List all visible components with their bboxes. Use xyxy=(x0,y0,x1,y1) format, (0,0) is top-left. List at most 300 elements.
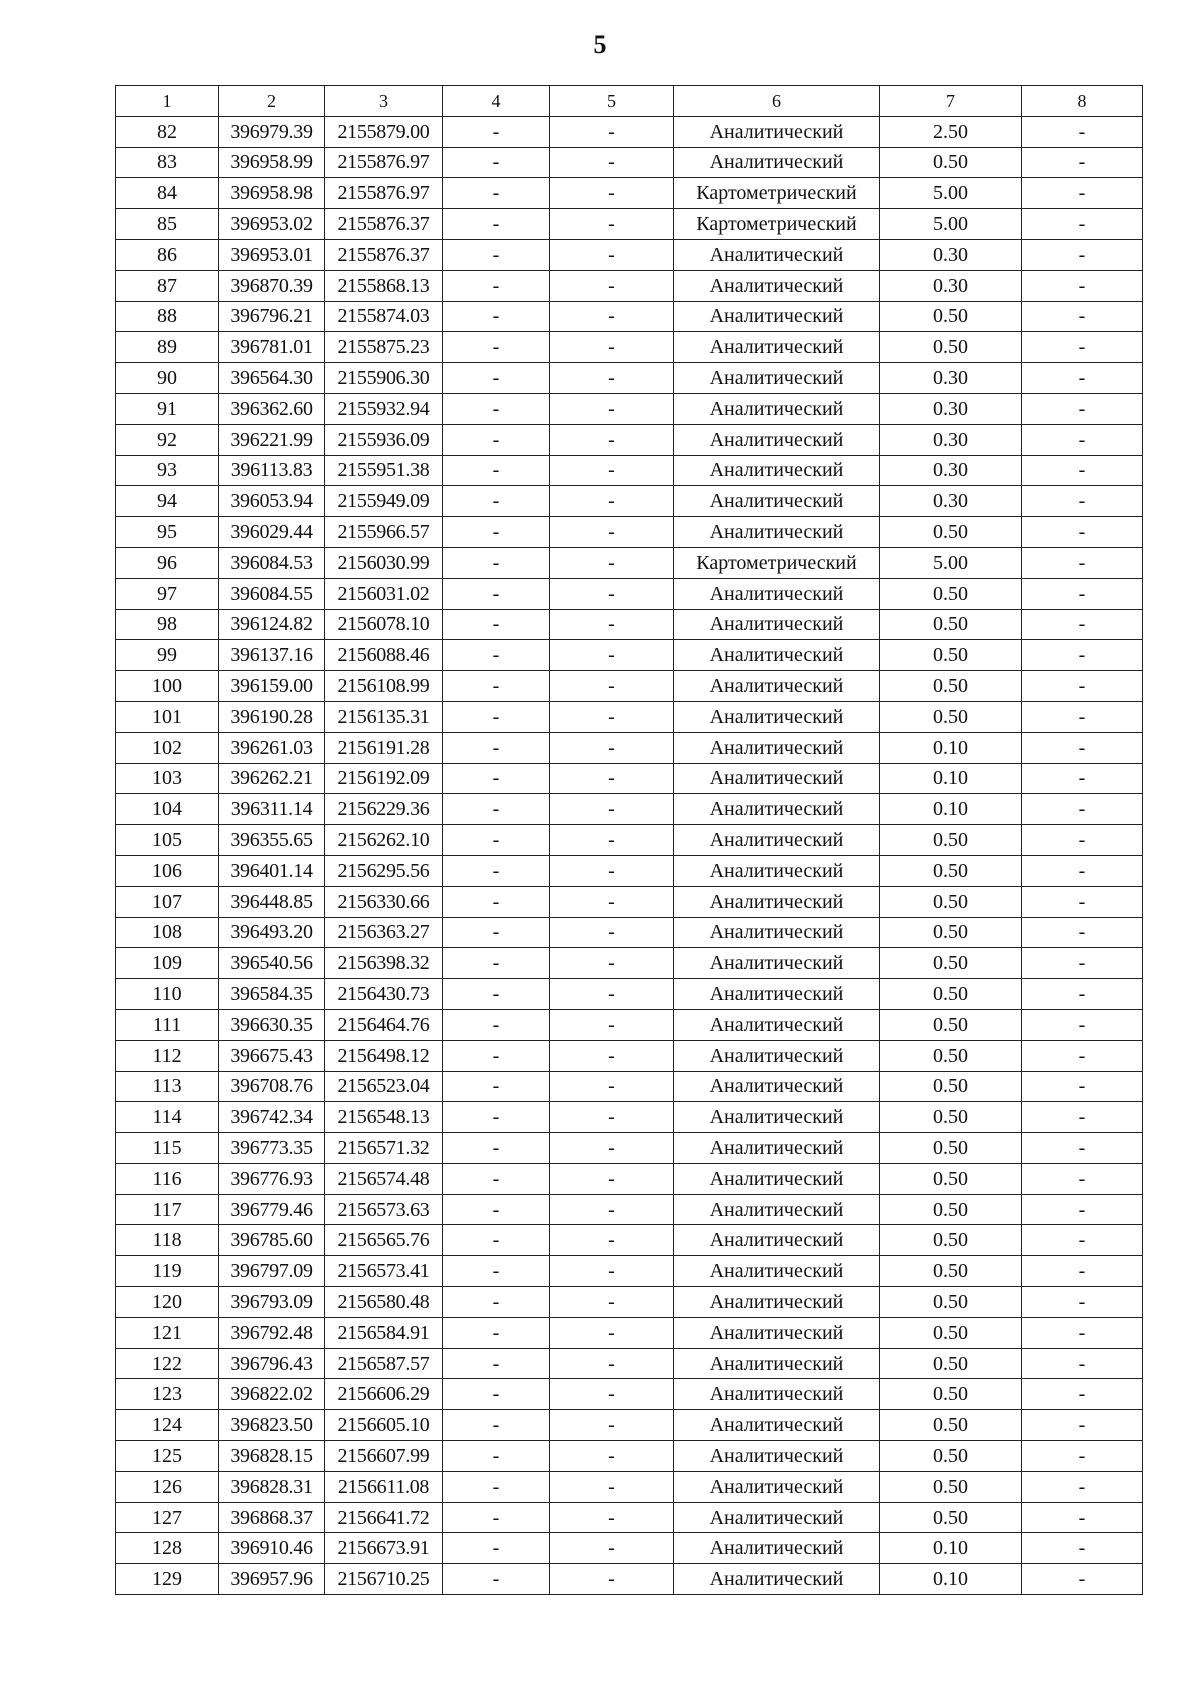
table-row xyxy=(116,855,1143,886)
accuracy-cell: 0.50 xyxy=(880,1256,1022,1287)
point-number-cell: 90 xyxy=(116,363,219,394)
column-8-cell: - xyxy=(1022,979,1143,1010)
column-4-cell: - xyxy=(443,486,550,517)
x-coordinate-cell: 396448.85 xyxy=(219,886,325,917)
column-5-cell: - xyxy=(550,209,674,240)
column-header: 8 xyxy=(1022,86,1143,117)
point-number-cell: 109 xyxy=(116,948,219,979)
x-coordinate-cell: 396124.82 xyxy=(219,609,325,640)
accuracy-cell: 0.10 xyxy=(880,732,1022,763)
table-row xyxy=(116,1287,1143,1318)
column-5-cell: - xyxy=(550,1071,674,1102)
point-number-cell: 103 xyxy=(116,763,219,794)
table-row xyxy=(116,116,1143,147)
y-coordinate-cell: 2156031.02 xyxy=(325,578,443,609)
column-8-cell: - xyxy=(1022,917,1143,948)
method-cell: Аналитический xyxy=(674,1348,880,1379)
column-5-cell: - xyxy=(550,1379,674,1410)
column-5-cell: - xyxy=(550,609,674,640)
method-cell: Аналитический xyxy=(674,332,880,363)
accuracy-cell: 0.50 xyxy=(880,1194,1022,1225)
method-cell: Аналитический xyxy=(674,1471,880,1502)
y-coordinate-cell: 2156580.48 xyxy=(325,1287,443,1318)
column-5-cell: - xyxy=(550,979,674,1010)
table-row xyxy=(116,1009,1143,1040)
column-4-cell: - xyxy=(443,732,550,763)
column-header: 6 xyxy=(674,86,880,117)
method-cell: Аналитический xyxy=(674,1009,880,1040)
x-coordinate-cell: 396957.96 xyxy=(219,1564,325,1595)
column-4-cell: - xyxy=(443,1533,550,1564)
column-8-cell: - xyxy=(1022,671,1143,702)
method-cell: Аналитический xyxy=(674,424,880,455)
method-cell: Аналитический xyxy=(674,1256,880,1287)
method-cell: Аналитический xyxy=(674,393,880,424)
y-coordinate-cell: 2155951.38 xyxy=(325,455,443,486)
point-number-cell: 105 xyxy=(116,825,219,856)
x-coordinate-cell: 396796.21 xyxy=(219,301,325,332)
y-coordinate-cell: 2155932.94 xyxy=(325,393,443,424)
column-5-cell: - xyxy=(550,1471,674,1502)
column-5-cell: - xyxy=(550,1102,674,1133)
column-8-cell: - xyxy=(1022,763,1143,794)
y-coordinate-cell: 2156673.91 xyxy=(325,1533,443,1564)
table-row xyxy=(116,1379,1143,1410)
table-row xyxy=(116,547,1143,578)
accuracy-cell: 0.50 xyxy=(880,948,1022,979)
column-4-cell: - xyxy=(443,979,550,1010)
method-cell: Аналитический xyxy=(674,1410,880,1441)
x-coordinate-cell: 396776.93 xyxy=(219,1163,325,1194)
y-coordinate-cell: 2155876.97 xyxy=(325,178,443,209)
point-number-cell: 95 xyxy=(116,517,219,548)
point-number-cell: 129 xyxy=(116,1564,219,1595)
accuracy-cell: 0.10 xyxy=(880,763,1022,794)
column-8-cell: - xyxy=(1022,640,1143,671)
column-4-cell: - xyxy=(443,917,550,948)
accuracy-cell: 0.30 xyxy=(880,455,1022,486)
column-4-cell: - xyxy=(443,547,550,578)
accuracy-cell: 0.10 xyxy=(880,794,1022,825)
accuracy-cell: 2.50 xyxy=(880,116,1022,147)
column-4-cell: - xyxy=(443,209,550,240)
y-coordinate-cell: 2156606.29 xyxy=(325,1379,443,1410)
x-coordinate-cell: 396793.09 xyxy=(219,1287,325,1318)
x-coordinate-cell: 396401.14 xyxy=(219,855,325,886)
table-row xyxy=(116,239,1143,270)
table-row xyxy=(116,732,1143,763)
y-coordinate-cell: 2155876.37 xyxy=(325,209,443,240)
column-8-cell: - xyxy=(1022,517,1143,548)
point-number-cell: 124 xyxy=(116,1410,219,1441)
accuracy-cell: 0.50 xyxy=(880,701,1022,732)
y-coordinate-cell: 2155949.09 xyxy=(325,486,443,517)
table-row xyxy=(116,1256,1143,1287)
table-row xyxy=(116,1163,1143,1194)
column-header: 1 xyxy=(116,86,219,117)
column-4-cell: - xyxy=(443,455,550,486)
accuracy-cell: 0.50 xyxy=(880,1287,1022,1318)
point-number-cell: 108 xyxy=(116,917,219,948)
table-row xyxy=(116,1502,1143,1533)
method-cell: Аналитический xyxy=(674,825,880,856)
table-row xyxy=(116,979,1143,1010)
column-header: 2 xyxy=(219,86,325,117)
column-5-cell: - xyxy=(550,517,674,548)
column-5-cell: - xyxy=(550,1163,674,1194)
column-5-cell: - xyxy=(550,948,674,979)
table-row xyxy=(116,609,1143,640)
accuracy-cell: 0.10 xyxy=(880,1564,1022,1595)
method-cell: Аналитический xyxy=(674,270,880,301)
y-coordinate-cell: 2155876.37 xyxy=(325,239,443,270)
method-cell: Аналитический xyxy=(674,794,880,825)
column-8-cell: - xyxy=(1022,178,1143,209)
method-cell: Аналитический xyxy=(674,239,880,270)
method-cell: Аналитический xyxy=(674,363,880,394)
column-5-cell: - xyxy=(550,116,674,147)
y-coordinate-cell: 2155906.30 xyxy=(325,363,443,394)
table-row xyxy=(116,1441,1143,1472)
column-header: 3 xyxy=(325,86,443,117)
column-4-cell: - xyxy=(443,794,550,825)
y-coordinate-cell: 2156641.72 xyxy=(325,1502,443,1533)
point-number-cell: 97 xyxy=(116,578,219,609)
table-row xyxy=(116,1102,1143,1133)
accuracy-cell: 0.50 xyxy=(880,640,1022,671)
table-header-row xyxy=(116,86,1143,117)
x-coordinate-cell: 396910.46 xyxy=(219,1533,325,1564)
y-coordinate-cell: 2156398.32 xyxy=(325,948,443,979)
method-cell: Аналитический xyxy=(674,1133,880,1164)
x-coordinate-cell: 396870.39 xyxy=(219,270,325,301)
x-coordinate-cell: 396779.46 xyxy=(219,1194,325,1225)
column-4-cell: - xyxy=(443,393,550,424)
point-number-cell: 87 xyxy=(116,270,219,301)
point-number-cell: 104 xyxy=(116,794,219,825)
point-number-cell: 93 xyxy=(116,455,219,486)
accuracy-cell: 0.50 xyxy=(880,917,1022,948)
column-5-cell: - xyxy=(550,301,674,332)
method-cell: Аналитический xyxy=(674,1071,880,1102)
table-row xyxy=(116,1533,1143,1564)
column-5-cell: - xyxy=(550,486,674,517)
accuracy-cell: 0.50 xyxy=(880,1009,1022,1040)
y-coordinate-cell: 2156108.99 xyxy=(325,671,443,702)
point-number-cell: 117 xyxy=(116,1194,219,1225)
column-4-cell: - xyxy=(443,1317,550,1348)
column-4-cell: - xyxy=(443,578,550,609)
column-8-cell: - xyxy=(1022,1287,1143,1318)
method-cell: Аналитический xyxy=(674,609,880,640)
x-coordinate-cell: 396675.43 xyxy=(219,1040,325,1071)
accuracy-cell: 0.50 xyxy=(880,1410,1022,1441)
y-coordinate-cell: 2155875.23 xyxy=(325,332,443,363)
x-coordinate-cell: 396630.35 xyxy=(219,1009,325,1040)
y-coordinate-cell: 2156229.36 xyxy=(325,794,443,825)
column-4-cell: - xyxy=(443,948,550,979)
table-row xyxy=(116,147,1143,178)
method-cell: Аналитический xyxy=(674,1317,880,1348)
point-number-cell: 119 xyxy=(116,1256,219,1287)
column-4-cell: - xyxy=(443,517,550,548)
accuracy-cell: 0.50 xyxy=(880,1502,1022,1533)
method-cell: Аналитический xyxy=(674,578,880,609)
method-cell: Картометрический xyxy=(674,547,880,578)
accuracy-cell: 0.50 xyxy=(880,1040,1022,1071)
x-coordinate-cell: 396953.02 xyxy=(219,209,325,240)
column-8-cell: - xyxy=(1022,886,1143,917)
column-8-cell: - xyxy=(1022,1441,1143,1472)
method-cell: Аналитический xyxy=(674,1102,880,1133)
column-5-cell: - xyxy=(550,671,674,702)
accuracy-cell: 0.50 xyxy=(880,332,1022,363)
accuracy-cell: 0.50 xyxy=(880,1441,1022,1472)
x-coordinate-cell: 396773.35 xyxy=(219,1133,325,1164)
column-5-cell: - xyxy=(550,701,674,732)
point-number-cell: 127 xyxy=(116,1502,219,1533)
point-number-cell: 110 xyxy=(116,979,219,1010)
point-number-cell: 102 xyxy=(116,732,219,763)
accuracy-cell: 0.50 xyxy=(880,855,1022,886)
column-4-cell: - xyxy=(443,1071,550,1102)
column-5-cell: - xyxy=(550,1564,674,1595)
table-row xyxy=(116,948,1143,979)
method-cell: Аналитический xyxy=(674,1564,880,1595)
accuracy-cell: 0.50 xyxy=(880,1133,1022,1164)
x-coordinate-cell: 396053.94 xyxy=(219,486,325,517)
column-8-cell: - xyxy=(1022,1502,1143,1533)
column-4-cell: - xyxy=(443,147,550,178)
column-5-cell: - xyxy=(550,917,674,948)
accuracy-cell: 5.00 xyxy=(880,209,1022,240)
column-5-cell: - xyxy=(550,1533,674,1564)
column-4-cell: - xyxy=(443,640,550,671)
column-8-cell: - xyxy=(1022,116,1143,147)
column-4-cell: - xyxy=(443,1194,550,1225)
point-number-cell: 123 xyxy=(116,1379,219,1410)
point-number-cell: 84 xyxy=(116,178,219,209)
accuracy-cell: 0.50 xyxy=(880,1102,1022,1133)
method-cell: Картометрический xyxy=(674,178,880,209)
y-coordinate-cell: 2156573.63 xyxy=(325,1194,443,1225)
accuracy-cell: 5.00 xyxy=(880,178,1022,209)
column-5-cell: - xyxy=(550,1040,674,1071)
y-coordinate-cell: 2155966.57 xyxy=(325,517,443,548)
accuracy-cell: 0.50 xyxy=(880,671,1022,702)
table-row xyxy=(116,1471,1143,1502)
method-cell: Аналитический xyxy=(674,301,880,332)
x-coordinate-cell: 396785.60 xyxy=(219,1225,325,1256)
column-4-cell: - xyxy=(443,1225,550,1256)
method-cell: Аналитический xyxy=(674,640,880,671)
y-coordinate-cell: 2156295.56 xyxy=(325,855,443,886)
column-4-cell: - xyxy=(443,301,550,332)
column-5-cell: - xyxy=(550,1441,674,1472)
accuracy-cell: 0.50 xyxy=(880,301,1022,332)
point-number-cell: 116 xyxy=(116,1163,219,1194)
x-coordinate-cell: 396084.53 xyxy=(219,547,325,578)
x-coordinate-cell: 396362.60 xyxy=(219,393,325,424)
y-coordinate-cell: 2156192.09 xyxy=(325,763,443,794)
column-8-cell: - xyxy=(1022,1348,1143,1379)
y-coordinate-cell: 2156607.99 xyxy=(325,1441,443,1472)
table-row xyxy=(116,363,1143,394)
column-5-cell: - xyxy=(550,1410,674,1441)
point-number-cell: 94 xyxy=(116,486,219,517)
column-4-cell: - xyxy=(443,1564,550,1595)
table-row xyxy=(116,1317,1143,1348)
x-coordinate-cell: 396564.30 xyxy=(219,363,325,394)
table-row xyxy=(116,1225,1143,1256)
y-coordinate-cell: 2156571.32 xyxy=(325,1133,443,1164)
method-cell: Аналитический xyxy=(674,701,880,732)
column-5-cell: - xyxy=(550,147,674,178)
table-row xyxy=(116,1348,1143,1379)
point-number-cell: 88 xyxy=(116,301,219,332)
x-coordinate-cell: 396029.44 xyxy=(219,517,325,548)
column-4-cell: - xyxy=(443,701,550,732)
accuracy-cell: 0.50 xyxy=(880,1317,1022,1348)
table-row xyxy=(116,270,1143,301)
y-coordinate-cell: 2156030.99 xyxy=(325,547,443,578)
column-8-cell: - xyxy=(1022,1102,1143,1133)
column-5-cell: - xyxy=(550,178,674,209)
point-number-cell: 121 xyxy=(116,1317,219,1348)
column-5-cell: - xyxy=(550,1194,674,1225)
accuracy-cell: 0.10 xyxy=(880,1533,1022,1564)
table-row xyxy=(116,1133,1143,1164)
column-4-cell: - xyxy=(443,1502,550,1533)
column-4-cell: - xyxy=(443,1348,550,1379)
coordinates-table xyxy=(115,85,1143,1595)
point-number-cell: 106 xyxy=(116,855,219,886)
y-coordinate-cell: 2156573.41 xyxy=(325,1256,443,1287)
accuracy-cell: 0.50 xyxy=(880,886,1022,917)
column-5-cell: - xyxy=(550,855,674,886)
x-coordinate-cell: 396796.43 xyxy=(219,1348,325,1379)
point-number-cell: 96 xyxy=(116,547,219,578)
column-4-cell: - xyxy=(443,1441,550,1472)
table-row xyxy=(116,1564,1143,1595)
column-8-cell: - xyxy=(1022,825,1143,856)
column-5-cell: - xyxy=(550,393,674,424)
point-number-cell: 98 xyxy=(116,609,219,640)
page-number: 5 xyxy=(593,30,607,59)
column-5-cell: - xyxy=(550,1225,674,1256)
column-5-cell: - xyxy=(550,1256,674,1287)
table-row xyxy=(116,794,1143,825)
accuracy-cell: 0.30 xyxy=(880,270,1022,301)
column-4-cell: - xyxy=(443,1256,550,1287)
column-8-cell: - xyxy=(1022,1133,1143,1164)
method-cell: Аналитический xyxy=(674,979,880,1010)
point-number-cell: 91 xyxy=(116,393,219,424)
column-8-cell: - xyxy=(1022,1564,1143,1595)
column-5-cell: - xyxy=(550,732,674,763)
table-row xyxy=(116,332,1143,363)
accuracy-cell: 0.50 xyxy=(880,1071,1022,1102)
column-8-cell: - xyxy=(1022,1040,1143,1071)
y-coordinate-cell: 2155874.03 xyxy=(325,301,443,332)
method-cell: Аналитический xyxy=(674,486,880,517)
column-5-cell: - xyxy=(550,1348,674,1379)
table-row xyxy=(116,178,1143,209)
accuracy-cell: 0.50 xyxy=(880,1225,1022,1256)
method-cell: Аналитический xyxy=(674,455,880,486)
point-number-cell: 118 xyxy=(116,1225,219,1256)
accuracy-cell: 0.50 xyxy=(880,1471,1022,1502)
table-row xyxy=(116,1040,1143,1071)
column-8-cell: - xyxy=(1022,455,1143,486)
x-coordinate-cell: 396708.76 xyxy=(219,1071,325,1102)
column-8-cell: - xyxy=(1022,486,1143,517)
point-number-cell: 83 xyxy=(116,147,219,178)
table-row xyxy=(116,393,1143,424)
x-coordinate-cell: 396823.50 xyxy=(219,1410,325,1441)
column-8-cell: - xyxy=(1022,301,1143,332)
table-row xyxy=(116,424,1143,455)
table-row xyxy=(116,1071,1143,1102)
column-4-cell: - xyxy=(443,270,550,301)
method-cell: Аналитический xyxy=(674,1287,880,1318)
column-5-cell: - xyxy=(550,239,674,270)
table-row xyxy=(116,917,1143,948)
point-number-cell: 85 xyxy=(116,209,219,240)
column-5-cell: - xyxy=(550,455,674,486)
column-8-cell: - xyxy=(1022,547,1143,578)
x-coordinate-cell: 396137.16 xyxy=(219,640,325,671)
method-cell: Аналитический xyxy=(674,517,880,548)
method-cell: Аналитический xyxy=(674,1502,880,1533)
accuracy-cell: 0.50 xyxy=(880,609,1022,640)
y-coordinate-cell: 2156605.10 xyxy=(325,1410,443,1441)
column-5-cell: - xyxy=(550,578,674,609)
accuracy-cell: 0.30 xyxy=(880,363,1022,394)
y-coordinate-cell: 2155868.13 xyxy=(325,270,443,301)
column-5-cell: - xyxy=(550,763,674,794)
x-coordinate-cell: 396792.48 xyxy=(219,1317,325,1348)
point-number-cell: 92 xyxy=(116,424,219,455)
table-row xyxy=(116,671,1143,702)
column-5-cell: - xyxy=(550,886,674,917)
table-row xyxy=(116,209,1143,240)
method-cell: Аналитический xyxy=(674,116,880,147)
method-cell: Аналитический xyxy=(674,763,880,794)
table-row xyxy=(116,1410,1143,1441)
x-coordinate-cell: 396311.14 xyxy=(219,794,325,825)
x-coordinate-cell: 396493.20 xyxy=(219,917,325,948)
column-8-cell: - xyxy=(1022,363,1143,394)
table-body xyxy=(116,116,1143,1594)
y-coordinate-cell: 2156135.31 xyxy=(325,701,443,732)
point-number-cell: 101 xyxy=(116,701,219,732)
table-row xyxy=(116,640,1143,671)
column-header: 7 xyxy=(880,86,1022,117)
point-number-cell: 86 xyxy=(116,239,219,270)
table-row xyxy=(116,763,1143,794)
column-5-cell: - xyxy=(550,825,674,856)
column-4-cell: - xyxy=(443,1102,550,1133)
x-coordinate-cell: 396828.31 xyxy=(219,1471,325,1502)
column-8-cell: - xyxy=(1022,794,1143,825)
point-number-cell: 122 xyxy=(116,1348,219,1379)
column-4-cell: - xyxy=(443,1471,550,1502)
point-number-cell: 107 xyxy=(116,886,219,917)
column-8-cell: - xyxy=(1022,1471,1143,1502)
column-4-cell: - xyxy=(443,1009,550,1040)
accuracy-cell: 0.50 xyxy=(880,517,1022,548)
